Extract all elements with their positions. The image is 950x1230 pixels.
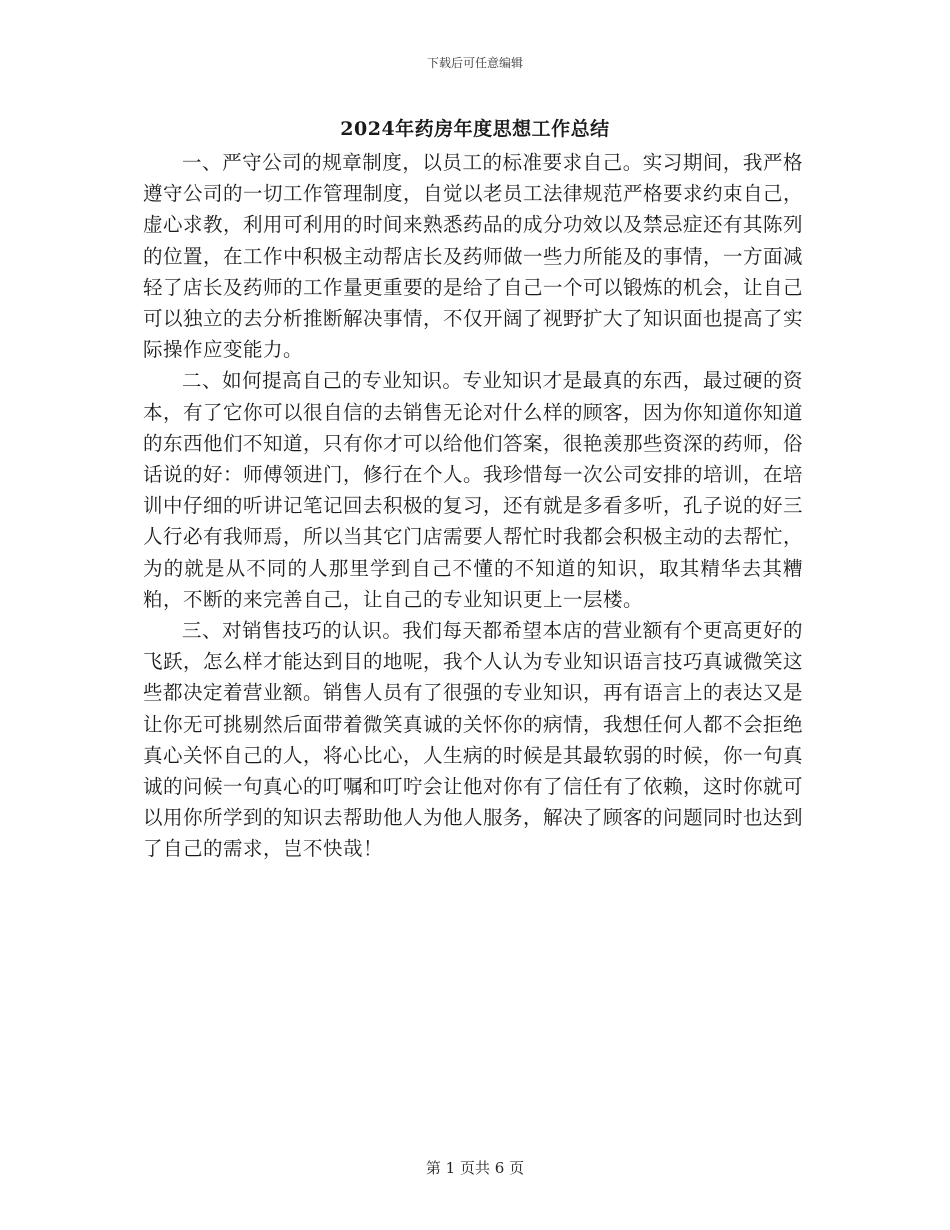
paragraph-1: 一、严守公司的规章制度，以员工的标准要求自己。实习期间，我严格遵守公司的一切工作管理制度，自觉以老员工法律规范严格要求约束自己，虚心求教，利用可利用的时间来熟悉药品的成分功效以及禁忌症还有其陈列的位置，在工作中积极主动帮店长及药师做一些力所能及的事情，一方面减轻了店长及药师的工作量更重要的是给了自己一个可以锻炼的机会，让自己可以独立的去分析推断解决事情，不仅开阔了视野扩大了知识面也提高了实际操作应变能力。 <box>143 151 804 362</box>
document-title: 2024年药房年度思想工作总结 <box>340 118 610 140</box>
header-note: 下载后可任意编辑 <box>426 56 523 70</box>
page-number: 第 1 页共 6 页 <box>425 1159 525 1177</box>
document-body <box>143 147 803 865</box>
paragraph-2: 二、如何提高自己的专业知识。专业知识才是最真的东西，最过硬的资本，有了它你可以很自信的去销售无论对什么样的顾客，因为你知道你知道的东西他们不知道，只有你才可以给他们答案，很艳羡那些资深的药师，俗话说的好：师傅领进门，修行在个人。我珍惜每一次公司安排的培训，在培训中仔细的听讲记笔记回去积极的复习，还有就是多看多听，孔子说的好三人行必有我师焉，所以当其它门店需要人帮忙时我都会积极主动的去帮忙，为的就是从不同的人那里学到自己不懂的不知道的知识，取其精华去其糟粕，不断的来完善自己，让自己的专业知识更上一层楼。 <box>143 369 804 611</box>
paragraph-3: 三、对销售技巧的认识。我们每天都希望本店的营业额有个更高更好的飞跃，怎么样才能达到目的地呢，我个人认为专业知识语言技巧真诚微笑这些都决定着营业额。销售人员有了很强的专业知识，再有语言上的表达又是让你无可挑剔然后面带着微笑真诚的关怀你的病情，我想任何人都不会拒绝真心关怀自己的人，将心比心，人生病的时候是其最软弱的时候，你一句真诚的问候一句真心的叮嘱和叮咛会让他对你有了信任有了依赖，这时你就可以用你所学到的知识去帮助他人为他人服务，解决了顾客的问题同时也达到了自己的需求，岂不快哉！ <box>143 619 804 861</box>
